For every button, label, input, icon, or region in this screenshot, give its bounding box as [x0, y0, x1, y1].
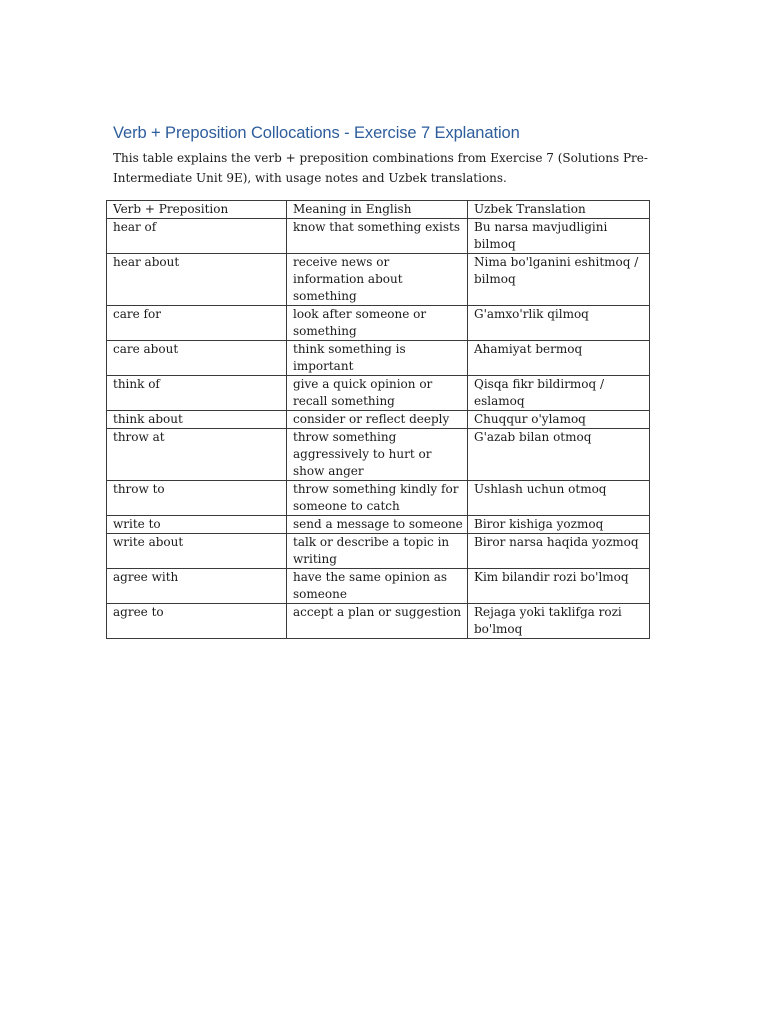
verb-preposition-cell: throw to [107, 481, 287, 516]
uzbek-translation-cell: Kim bilandir rozi bo'lmoq [468, 569, 650, 604]
column-header-verb-preposition: Verb + Preposition [107, 201, 287, 219]
verb-preposition-cell: care about [107, 341, 287, 376]
meaning-cell: receive news or information about something [287, 254, 468, 306]
table-row [107, 604, 650, 639]
table-row [107, 534, 650, 569]
uzbek-translation-cell: G'azab bilan otmoq [468, 429, 650, 481]
table-row [107, 481, 650, 516]
verb-preposition-cell: throw at [107, 429, 287, 481]
collocations-table [106, 200, 650, 639]
header-row [107, 201, 650, 219]
column-header-meaning: Meaning in English [287, 201, 468, 219]
table-row [107, 516, 650, 534]
uzbek-translation-cell: Ahamiyat bermoq [468, 341, 650, 376]
table-row [107, 254, 650, 306]
verb-preposition-cell: write to [107, 516, 287, 534]
verb-preposition-cell: think of [107, 376, 287, 411]
table-body [107, 219, 650, 639]
meaning-cell: think something is important [287, 341, 468, 376]
meaning-cell: know that something exists [287, 219, 468, 254]
column-header-uzbek: Uzbek Translation [468, 201, 650, 219]
verb-preposition-cell: care for [107, 306, 287, 341]
meaning-cell: accept a plan or suggestion [287, 604, 468, 639]
meaning-cell: look after someone or something [287, 306, 468, 341]
meaning-cell: talk or describe a topic in writing [287, 534, 468, 569]
meaning-cell: throw something aggressively to hurt or show anger [287, 429, 468, 481]
uzbek-translation-cell: Ushlash uchun otmoq [468, 481, 650, 516]
table-row [107, 341, 650, 376]
uzbek-translation-cell: Biror kishiga yozmoq [468, 516, 650, 534]
uzbek-translation-cell: Biror narsa haqida yozmoq [468, 534, 650, 569]
table-row [107, 306, 650, 341]
meaning-cell: throw something kindly for someone to catch [287, 481, 468, 516]
uzbek-translation-cell: Rejaga yoki taklifga rozi bo'lmoq [468, 604, 650, 639]
document-title: Verb + Preposition Collocations - Exercise 7 Explanation [113, 124, 520, 142]
verb-preposition-cell: think about [107, 411, 287, 429]
table-row [107, 219, 650, 254]
verb-preposition-cell: agree with [107, 569, 287, 604]
intro-paragraph: This table explains the verb + preposition combinations from Exercise 7 (Solutions Pre-Intermediate Unit 9E), with usage notes and Uzbek translations. [113, 151, 648, 185]
meaning-cell: give a quick opinion or recall something [287, 376, 468, 411]
uzbek-translation-cell: Nima bo'lganini eshitmoq / bilmoq [468, 254, 650, 306]
uzbek-translation-cell: Bu narsa mavjudligini bilmoq [468, 219, 650, 254]
table-row [107, 411, 650, 429]
table-row [107, 429, 650, 481]
uzbek-translation-cell: G'amxo'rlik qilmoq [468, 306, 650, 341]
table-row [107, 569, 650, 604]
meaning-cell: consider or reflect deeply [287, 411, 468, 429]
verb-preposition-cell: agree to [107, 604, 287, 639]
table-header [107, 201, 650, 219]
verb-preposition-cell: hear of [107, 219, 287, 254]
uzbek-translation-cell: Chuqqur o'ylamoq [468, 411, 650, 429]
table-row [107, 376, 650, 411]
meaning-cell: have the same opinion as someone [287, 569, 468, 604]
uzbek-translation-cell: Qisqa fikr bildirmoq / eslamoq [468, 376, 650, 411]
verb-preposition-cell: write about [107, 534, 287, 569]
meaning-cell: send a message to someone [287, 516, 468, 534]
verb-preposition-cell: hear about [107, 254, 287, 306]
